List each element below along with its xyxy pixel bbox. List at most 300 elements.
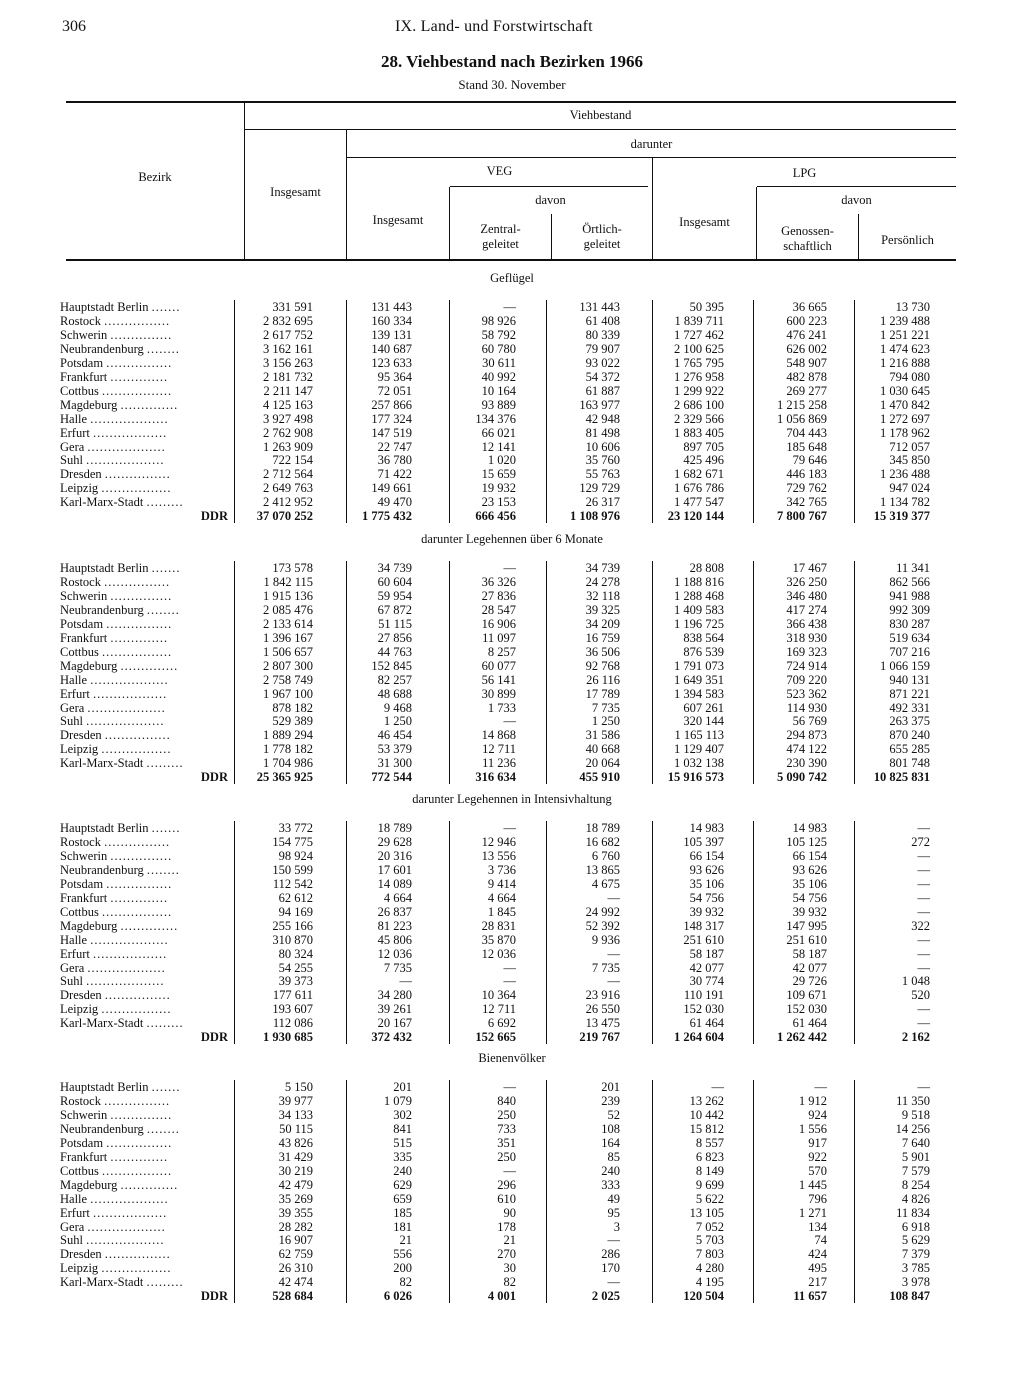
table-row [0,1150,1024,1164]
table-row [0,919,1024,933]
value-cell: 150 599 [272,862,313,877]
leader-dots: .............. [110,890,169,905]
bezirk-name: Hauptstadt Berlin [60,1080,149,1094]
value-cell: 61 408 [585,313,620,328]
value-cell: 18 789 [585,821,620,835]
value-cell: 520 [911,988,930,1003]
column-divider [753,561,754,784]
table-row [0,905,1024,919]
value-cell: 26 116 [586,672,620,687]
table-row [0,561,1024,575]
value-cell: 529 389 [272,714,313,729]
bezirk-cell [60,1275,230,1289]
value-cell: 72 051 [377,383,412,398]
table-row [0,1192,1024,1206]
bezirk-cell [60,1220,230,1234]
bezirk-name: Frankfurt [60,630,108,645]
value-cell: 772 544 [371,770,412,785]
leader-dots: ................ [104,574,171,589]
value-cell: 1 263 909 [263,439,313,454]
value-cell: 15 812 [689,1121,724,1136]
value-cell: 42 077 [792,960,827,975]
header-top-rule [66,101,956,103]
table-row [0,659,1024,673]
leader-dots: .............. [120,1177,179,1192]
value-cell: 871 221 [889,686,930,701]
value-cell: 2 412 952 [263,495,313,510]
value-cell: 6 026 [383,1289,412,1304]
value-cell: 10 442 [689,1107,724,1122]
leader-dots: ................... [87,439,166,454]
value-cell: 722 154 [272,453,313,468]
bezirk-name: Dresden [60,467,102,482]
bezirk-cell [60,384,230,398]
value-cell: 7 800 767 [777,509,827,524]
table-row [0,756,1024,770]
value-cell: 13 556 [481,848,516,863]
leader-dots: ................... [87,700,166,715]
value-cell: 39 373 [278,974,313,989]
value-cell: 42 479 [278,1177,313,1192]
header-rule-lpg [757,186,956,187]
table-row [0,495,1024,509]
bezirk-cell [60,1164,230,1178]
leader-dots: ................ [106,1135,173,1150]
value-cell: 629 [393,1177,412,1192]
value-cell: 26 837 [377,904,412,919]
value-cell: 2 617 752 [263,327,313,342]
value-cell: 1 271 [798,1205,827,1220]
header-divider-bezirk [244,103,245,259]
value-cell: 30 774 [689,974,724,989]
value-cell: 44 763 [377,644,412,659]
column-divider [546,300,547,523]
value-cell: 54 756 [689,890,724,905]
value-cell: 270 [497,1247,516,1262]
value-cell: 46 454 [377,728,412,743]
bezirk-cell [60,974,230,988]
value-cell: 9 518 [901,1107,930,1122]
value-cell: 709 220 [786,672,827,687]
value-cell: 40 668 [585,742,620,757]
leader-dots: ................... [90,1191,169,1206]
value-cell: 1 845 [487,904,516,919]
value-cell: 98 924 [278,848,313,863]
value-cell: 123 633 [371,355,412,370]
value-cell: 610 [497,1191,516,1206]
value-cell: 81 498 [585,425,620,440]
value-cell: 1 020 [487,453,516,468]
table-row [0,384,1024,398]
bezirk-name: Erfurt [60,425,90,440]
table-row [0,453,1024,467]
value-cell: 3 156 263 [263,355,313,370]
bezirk-cell [60,1178,230,1192]
value-cell: 272 [911,834,930,849]
column-divider [652,300,653,523]
table-row [0,742,1024,756]
table-row [0,1136,1024,1150]
value-cell: 1 409 583 [674,602,724,617]
value-cell: 4 826 [901,1191,930,1206]
value-cell: 27 856 [377,630,412,645]
bezirk-name: Erfurt [60,686,90,701]
bezirk-name: Rostock [60,574,101,589]
value-cell: 10 606 [585,439,620,454]
table-row [0,440,1024,454]
table-row [0,1122,1024,1136]
bezirk-cell [60,1094,230,1108]
value-cell: 11 097 [482,630,516,645]
leader-dots: ................ [104,467,171,482]
value-cell: 523 362 [786,686,827,701]
table-row [0,467,1024,481]
header-lpg-davon: davon [841,193,872,207]
header-lpg-insgesamt: Insgesamt [679,215,730,229]
bezirk-cell [60,947,230,961]
leader-dots: ................ [104,728,171,743]
value-cell: 876 539 [683,644,724,659]
value-cell: 840 [497,1093,516,1108]
value-cell: 9 699 [695,1177,724,1192]
table-row [0,891,1024,905]
value-cell: 81 223 [377,918,412,933]
value-cell: 112 542 [272,876,313,891]
leader-dots: ....... [151,561,181,575]
value-cell: 201 [601,1080,620,1094]
bezirk-name: Erfurt [60,946,90,961]
value-cell: 15 659 [481,467,516,482]
value-cell: 1 262 442 [777,1030,827,1045]
value-cell: 152 030 [683,1002,724,1017]
value-cell: 322 [911,918,930,933]
value-cell: 992 309 [889,602,930,617]
value-cell: 36 506 [585,644,620,659]
value-cell: 37 070 252 [256,509,313,524]
value-cell: 424 [808,1247,827,1262]
value-cell: 1 108 976 [570,509,620,524]
bezirk-cell [60,1136,230,1150]
value-cell: — [917,848,930,863]
value-cell: 607 261 [683,700,724,715]
leader-dots: ................... [90,672,169,687]
value-cell: — [917,904,930,919]
table-row [0,1178,1024,1192]
value-cell: 10 825 831 [873,770,930,785]
value-cell: 1 066 159 [880,658,930,673]
bezirk-name: Leipzig [60,481,99,496]
value-cell: 3 [613,1219,620,1234]
column-divider [652,561,653,784]
value-cell: 263 375 [889,714,930,729]
bezirk-cell [60,645,230,659]
table-row [0,645,1024,659]
value-cell: 131 443 [579,300,620,314]
value-cell: 61 464 [792,1016,827,1031]
bezirk-cell [60,1080,230,1094]
bezirk-cell [60,891,230,905]
leader-dots: ............... [110,848,173,863]
bezirk-name: Potsdam [60,1135,104,1150]
value-cell: 32 118 [586,588,620,603]
column-divider [854,300,855,523]
value-cell: 1 129 407 [674,742,724,757]
value-cell: 36 665 [792,300,827,314]
leader-dots: .................. [92,1205,168,1220]
bezirk-name: Frankfurt [60,369,108,384]
value-cell: 11 834 [896,1205,930,1220]
value-cell: 476 241 [786,327,827,342]
value-cell: 6 760 [591,848,620,863]
value-cell: 240 [601,1163,620,1178]
chapter-heading: IX. Land- und Forstwirtschaft [395,18,593,35]
bezirk-name: Suhl [60,453,83,468]
value-cell: 82 257 [377,672,412,687]
value-cell: 7 579 [901,1163,930,1178]
value-cell: 1 676 786 [674,481,724,496]
value-cell: 9 936 [591,932,620,947]
column-divider [546,561,547,784]
value-cell: 796 [808,1191,827,1206]
table-row [0,356,1024,370]
bezirk-name: Dresden [60,988,102,1003]
value-cell: — [917,821,930,835]
leader-dots: ................ [104,1247,171,1262]
value-cell: 3 736 [487,862,516,877]
value-cell: 109 671 [786,988,827,1003]
table-row [0,1108,1024,1122]
value-cell: 2 100 625 [674,341,724,356]
value-cell: 1 236 488 [880,467,930,482]
value-cell: 302 [393,1107,412,1122]
value-cell: 5 703 [695,1233,724,1248]
bezirk-name: Rostock [60,1093,101,1108]
table-row [0,426,1024,440]
bezirk-name: Leipzig [60,742,99,757]
bezirk-name: Halle [60,932,88,947]
value-cell: 67 872 [377,602,412,617]
value-cell: 39 355 [278,1205,313,1220]
leader-dots: ......... [146,495,184,510]
value-cell: 9 414 [487,876,516,891]
column-divider [449,300,450,523]
bezirk-cell [60,328,230,342]
value-cell: 29 726 [792,974,827,989]
value-cell: 570 [808,1163,827,1178]
value-cell: 19 932 [481,481,516,496]
leader-dots: ................ [106,355,173,370]
value-cell: 331 591 [272,300,313,314]
value-cell: 21 [399,1233,412,1248]
value-cell: — [607,890,620,905]
leader-dots: ................... [87,960,166,975]
bezirk-name: Neubrandenburg [60,862,144,877]
table-row [0,835,1024,849]
column-divider [234,561,235,784]
value-cell: 56 141 [481,672,516,687]
value-cell: 173 578 [272,561,313,575]
value-cell: 39 261 [377,1002,412,1017]
value-cell: 114 930 [786,700,827,715]
value-cell: 2 649 763 [263,481,313,496]
bezirk-cell [60,481,230,495]
value-cell: 239 [601,1093,620,1108]
value-cell: 66 154 [792,848,827,863]
table-row [0,701,1024,715]
table-row [0,412,1024,426]
bezirk-name: Magdeburg [60,1177,118,1192]
value-cell: 251 610 [786,932,827,947]
bezirk-name: Dresden [60,1247,102,1262]
bezirk-name: Schwerin [60,848,108,863]
value-cell: 60 604 [377,574,412,589]
value-cell: 134 376 [475,411,516,426]
value-cell: 82 [503,1275,516,1290]
value-cell: 7 735 [383,960,412,975]
bezirk-cell [60,426,230,440]
table-row [0,1016,1024,1030]
leader-dots: ........ [146,1121,180,1136]
leader-dots: ................... [86,1233,165,1248]
value-cell: 474 122 [786,742,827,757]
value-cell: — [917,960,930,975]
value-cell: 1 048 [901,974,930,989]
value-cell: 659 [393,1191,412,1206]
value-cell: 1 276 958 [674,369,724,384]
value-cell: 20 167 [377,1016,412,1031]
leader-dots: ......... [146,1016,184,1031]
bezirk-name: DDR [200,1289,228,1304]
table-row [0,961,1024,975]
value-cell: 54 372 [585,369,620,384]
bezirk-name: Schwerin [60,588,108,603]
value-cell: 80 324 [278,946,313,961]
bezirk-cell [60,1247,230,1261]
leader-dots: .............. [110,1149,169,1164]
table-row [0,342,1024,356]
value-cell: 3 978 [901,1275,930,1290]
value-cell: 12 946 [481,834,516,849]
value-cell: 148 317 [683,918,724,933]
value-cell: 1 727 462 [674,327,724,342]
bezirk-cell [60,1150,230,1164]
leader-dots: ....... [151,821,181,835]
bezirk-cell [60,728,230,742]
table-row [0,314,1024,328]
value-cell: 178 [497,1219,516,1234]
value-cell: 120 504 [683,1289,724,1304]
value-cell: 794 080 [889,369,930,384]
value-cell: 26 317 [585,495,620,510]
leader-dots: ................... [86,714,165,729]
value-cell: 1 474 623 [880,341,930,356]
leader-dots: .................. [92,425,168,440]
bezirk-name: Frankfurt [60,890,108,905]
value-cell: 922 [808,1149,827,1164]
value-cell: 35 760 [585,453,620,468]
bezirk-cell [60,603,230,617]
value-cell: 93 626 [689,862,724,877]
column-divider [346,821,347,1044]
value-cell: 1 215 258 [777,397,827,412]
value-cell: 55 763 [585,467,620,482]
bezirk-cell [60,1192,230,1206]
value-cell: 177 611 [272,988,313,1003]
value-cell: 446 183 [786,467,827,482]
value-cell: 60 780 [481,341,516,356]
value-cell: 2 329 566 [674,411,724,426]
bezirk-cell [60,933,230,947]
bezirk-name: Neubrandenburg [60,1121,144,1136]
value-cell: 163 977 [579,397,620,412]
table-row [0,603,1024,617]
table-row [0,300,1024,314]
value-cell: 131 443 [371,300,412,314]
value-cell: 1 079 [383,1093,412,1108]
value-cell: 841 [393,1121,412,1136]
value-cell: 707 216 [889,644,930,659]
value-cell: 342 765 [786,495,827,510]
leader-dots: .............. [120,658,179,673]
value-cell: — [503,960,516,975]
leader-dots: ................ [104,834,171,849]
bezirk-name: Karl-Marx-Stadt [60,1275,144,1290]
value-cell: 74 [814,1233,827,1248]
value-cell: 22 747 [377,439,412,454]
value-cell: 655 285 [889,742,930,757]
bezirk-cell [60,1233,230,1247]
bezirk-name: Karl-Marx-Stadt [60,495,144,510]
page-number: 306 [62,18,86,35]
bezirk-name: Potsdam [60,616,104,631]
value-cell: 1 930 685 [263,1030,313,1045]
table-row [0,1080,1024,1094]
value-cell: 49 470 [377,495,412,510]
value-cell: — [917,862,930,877]
value-cell: 1 445 [798,1177,827,1192]
value-cell: 8 257 [487,644,516,659]
value-cell: 2 762 908 [263,425,313,440]
header-veg-davon: davon [535,193,566,207]
value-cell: 12 711 [482,1002,516,1017]
leader-dots: .............. [110,630,169,645]
value-cell: 152 665 [475,1030,516,1045]
value-cell: 286 [601,1247,620,1262]
table-row [0,1094,1024,1108]
header-insgesamt: Insgesamt [270,185,321,199]
value-cell: 1 288 468 [674,588,724,603]
value-cell: 1 775 432 [362,509,412,524]
value-cell: 7 735 [591,700,620,715]
value-cell: 140 687 [371,341,412,356]
value-cell: 2 085 476 [263,602,313,617]
value-cell: 79 646 [792,453,827,468]
value-cell: 870 240 [889,728,930,743]
value-cell: 108 [601,1121,620,1136]
value-cell: 93 626 [792,862,827,877]
bezirk-cell [60,467,230,481]
table-total-row [0,509,1024,523]
value-cell: 230 390 [786,756,827,771]
value-cell: 185 648 [786,439,827,454]
value-cell: 34 133 [278,1107,313,1122]
value-cell: 98 926 [481,313,516,328]
value-cell: 5 622 [695,1191,724,1206]
leader-dots: ................. [102,644,173,659]
bezirk-cell [60,1261,230,1275]
table-row [0,1261,1024,1275]
value-cell: 30 [503,1261,516,1276]
